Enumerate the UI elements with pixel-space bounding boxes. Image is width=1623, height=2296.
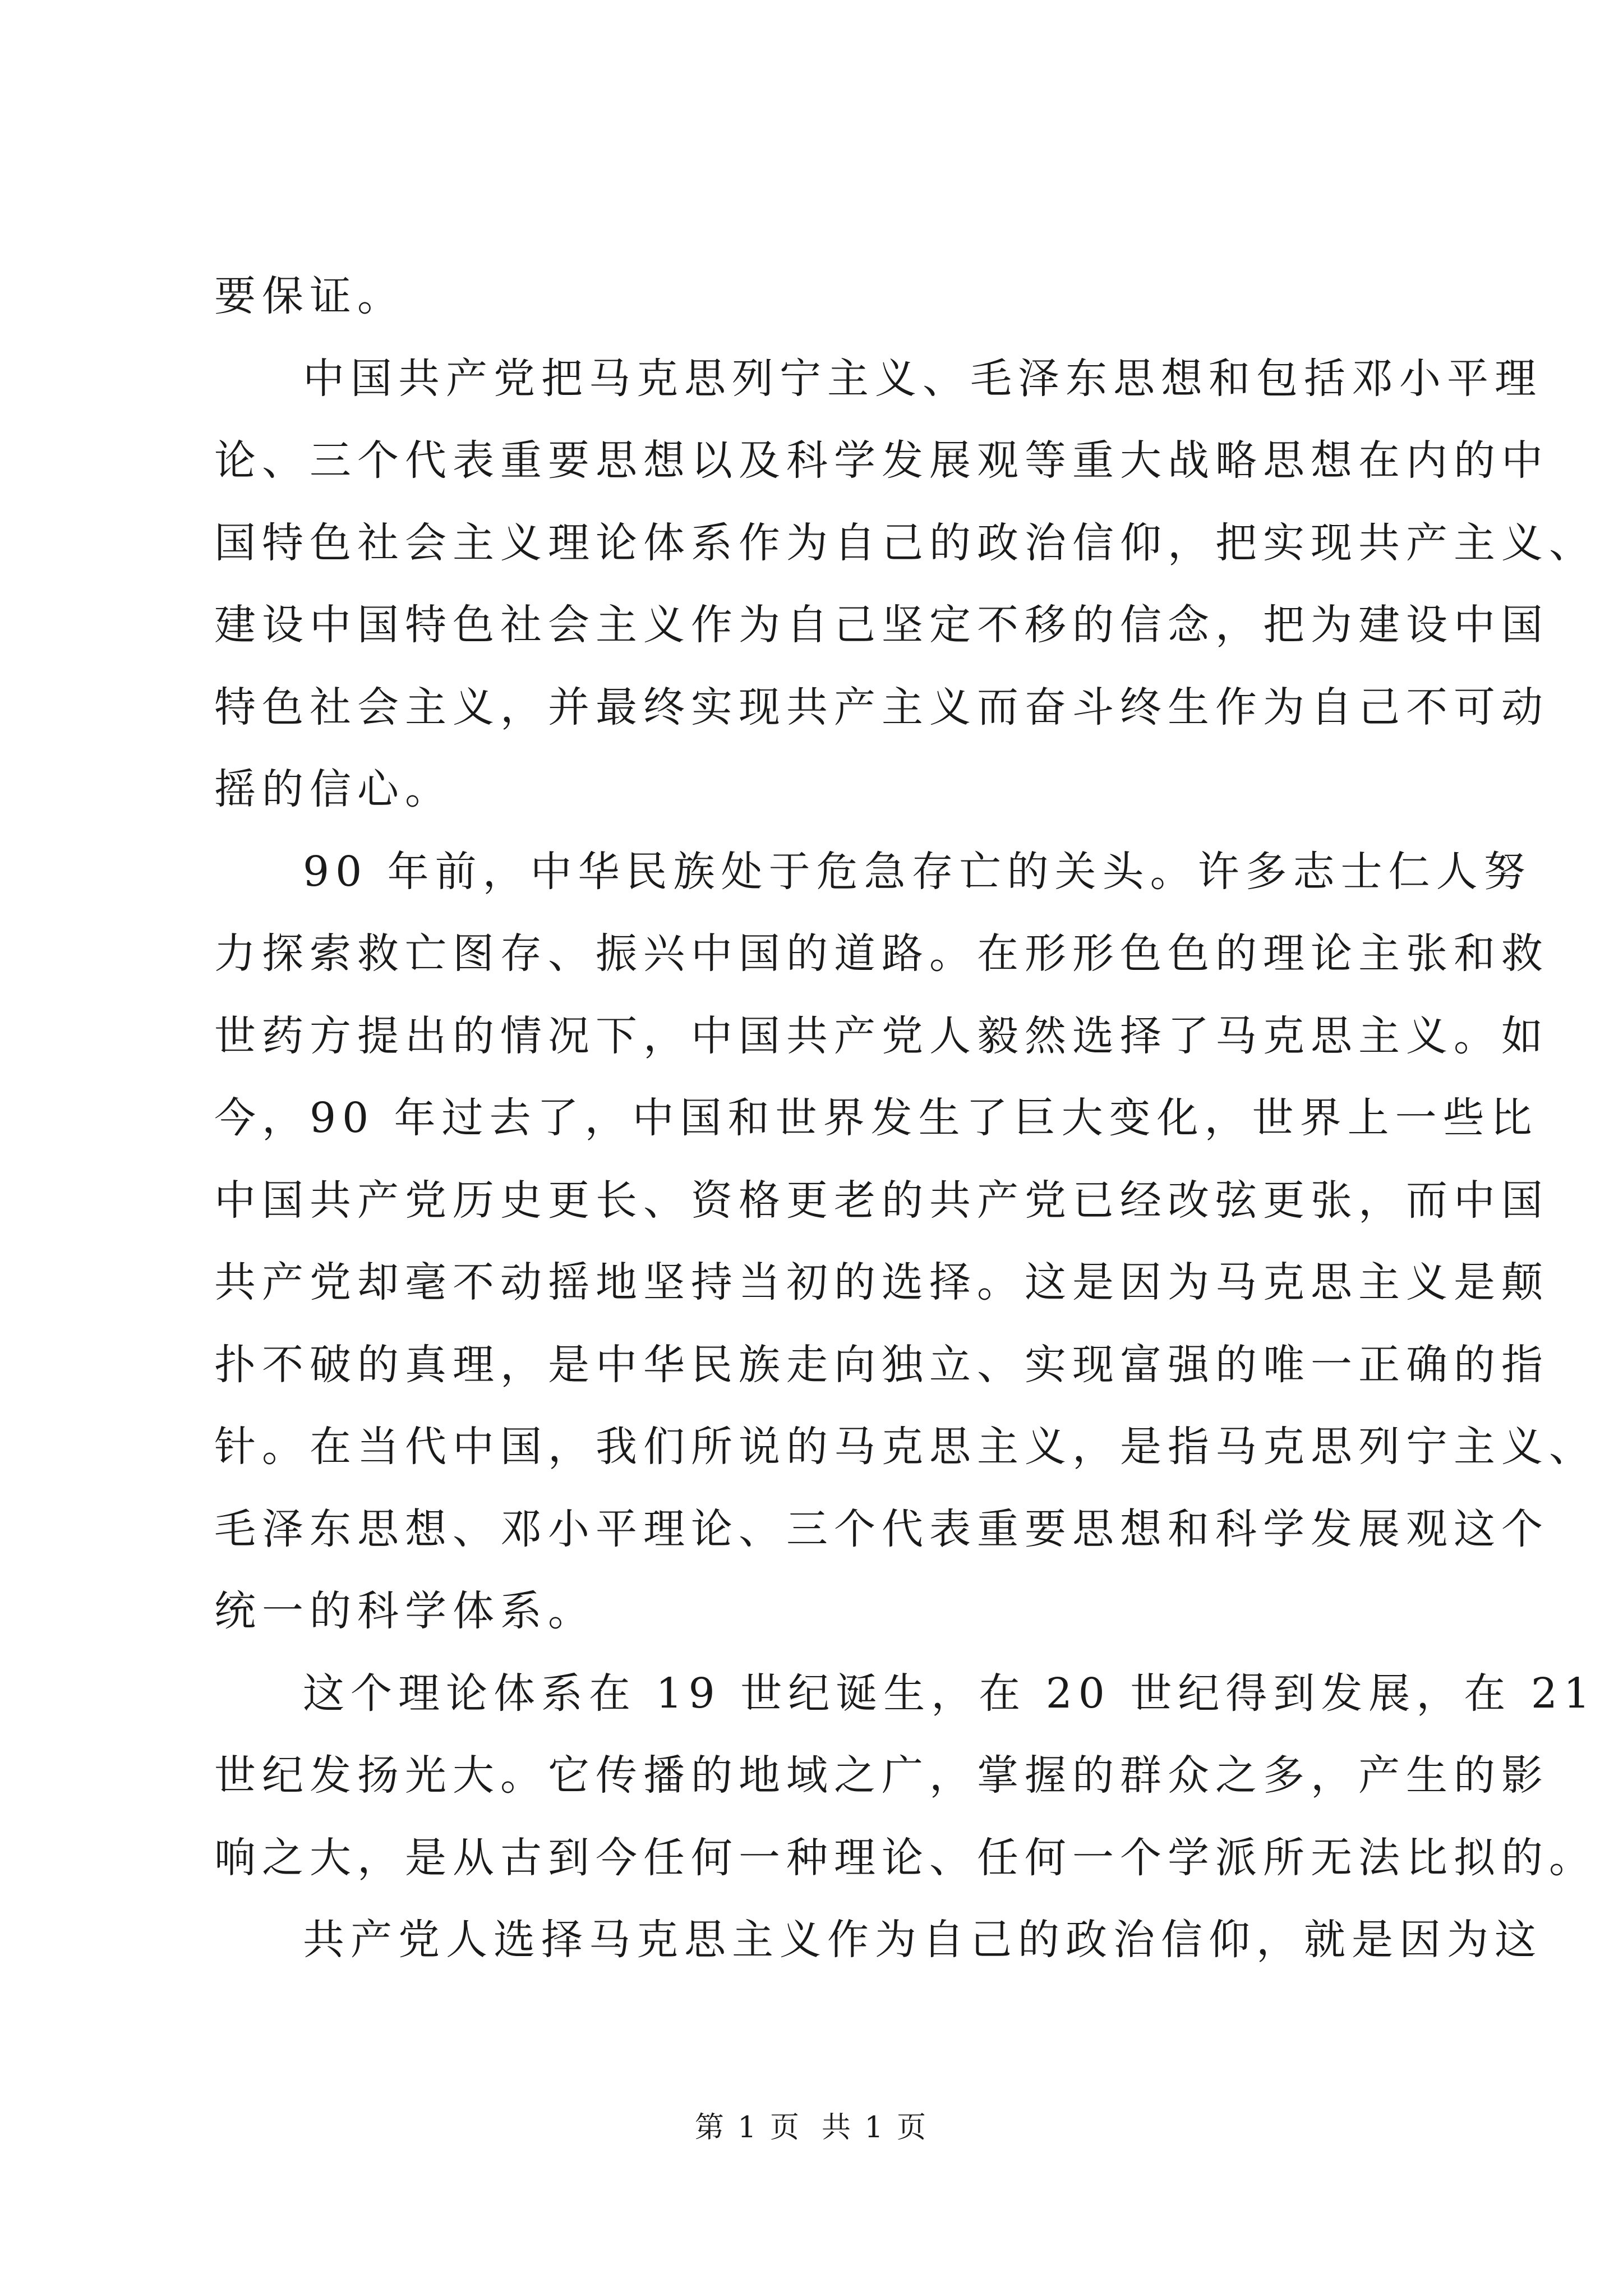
text-line: 中国共产党历史更长、资格更老的共产党已经改弦更张，而中国 (214, 1176, 1549, 1225)
page-number-current: 第 1 页 (694, 2111, 801, 2145)
text-line: 摇的信心。 (214, 765, 453, 813)
text-line: 共产党人选择马克思主义作为自己的政治信仰，就是因为这 (303, 1916, 1542, 1964)
page-number-total: 共 1 页 (822, 2111, 929, 2145)
text-line: 这个理论体系在 19 世纪诞生，在 20 世纪得到发展，在 21 (303, 1669, 1597, 1718)
text-line: 针。在当代中国，我们所说的马克思主义，是指马克思列宁主义、 (214, 1423, 1597, 1471)
body-text (214, 255, 1597, 1981)
text-line: 世药方提出的情况下，中国共产党人毅然选择了马克思主义。如 (214, 1011, 1549, 1060)
text-line: 世纪发扬光大。它传播的地域之广，掌握的群众之多，产生的影 (214, 1751, 1549, 1800)
text-line: 统一的科学体系。 (214, 1587, 596, 1635)
text-line: 中国共产党把马克思列宁主义、毛泽东思想和包括邓小平理 (303, 354, 1542, 403)
text-line: 国特色社会主义理论体系作为自己的政治信仰，把实现共产主义、 (214, 518, 1597, 567)
text-line: 建设中国特色社会主义作为自己坚定不移的信念，把为建设中国 (214, 601, 1549, 649)
text-line: 特色社会主义，并最终实现共产主义而奋斗终生作为自己不可动 (214, 683, 1549, 731)
text-line: 共产党却毫不动摇地坚持当初的选择。这是因为马克思主义是颠 (214, 1258, 1549, 1306)
text-line: 毛泽东思想、邓小平理论、三个代表重要思想和科学发展观这个 (214, 1504, 1549, 1553)
text-line: 要保证。 (214, 272, 405, 320)
text-line: 90 年前，中华民族处于危急存亡的关头。许多志士仁人努 (303, 847, 1532, 896)
text-line: 今，90 年过去了，中国和世界发生了巨大变化，世界上一些比 (214, 1094, 1538, 1142)
text-line: 扑不破的真理，是中华民族走向独立、实现富强的唯一正确的指 (214, 1340, 1549, 1389)
page-footer (0, 2104, 1623, 2146)
text-line: 力探索救亡图存、振兴中国的道路。在形形色色的理论主张和救 (214, 930, 1549, 978)
text-line: 响之大，是从古到今任何一种理论、任何一个学派所无法比拟的。 (214, 1833, 1597, 1882)
text-line: 论、三个代表重要思想以及科学发展观等重大战略思想在内的中 (214, 436, 1549, 485)
